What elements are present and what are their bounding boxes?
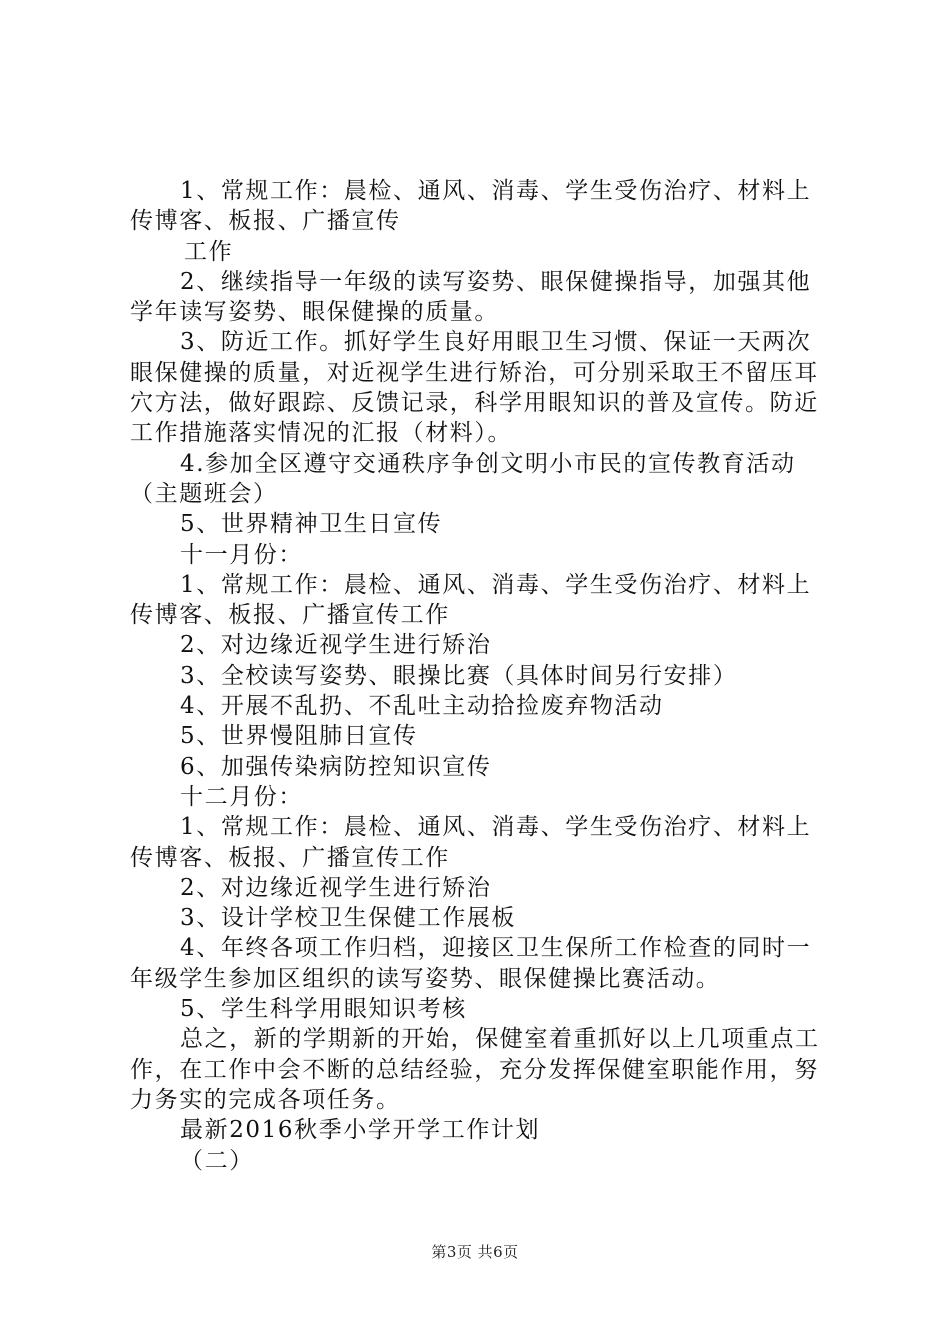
paragraph: 2、对边缘近视学生进行矫治 xyxy=(180,874,492,901)
paragraph: 4.参加全区遵守交通秩序争创文明小市民的宣传教育活动（主题班会） xyxy=(130,450,796,507)
page-footer xyxy=(0,1241,950,1262)
paragraph: 3、设计学校卫生保健工作展板 xyxy=(180,905,517,932)
page-indicator: 第3页 共6页 xyxy=(431,1243,519,1261)
paragraph: 1、常规工作：晨检、通风、消毒、学生受伤治疗、材料上传博客、板报、广播宣传工作 xyxy=(130,814,812,871)
paragraph: 工作 xyxy=(184,238,234,265)
paragraph: 5、世界精神卫生日宣传 xyxy=(180,511,443,538)
section-heading: 十一月份： xyxy=(180,541,303,568)
paragraph: 5、学生科学用眼知识考核 xyxy=(180,996,467,1023)
paragraph: 3、防近工作。抓好学生良好用眼卫生习惯、保证一天两次眼保健操的质量，对近视学生进行矫治，可分别采取王不留压耳穴方法，做好跟踪、反馈记录，科学用眼知识的普及宣传。防近工作措施落实情况的汇报（材料）。 xyxy=(130,329,819,447)
paragraph: 5、世界慢阻肺日宣传 xyxy=(180,723,418,750)
section-heading: 十二月份： xyxy=(180,783,303,810)
paragraph: 1、常规工作：晨检、通风、消毒、学生受伤治疗、材料上传博客、板报、广播宣传工作 xyxy=(130,571,812,629)
paragraph: 总之，新的学期新的开始，保健室着重抓好以上几项重点工作，在工作中会不断的总结经验，充分发挥保健室职能作用，努力务实的完成各项任务。 xyxy=(130,1026,820,1113)
paragraph: 3、全校读写姿势、眼操比赛（具体时间另行安排） xyxy=(180,662,738,689)
paragraph: 2、继续指导一年级的读写姿势、眼保健操指导，加强其他学年读写姿势、眼保健操的质量。 xyxy=(130,268,812,326)
section-number: （二） xyxy=(180,1147,254,1174)
paragraph: 2、对边缘近视学生进行矫治 xyxy=(180,632,492,659)
paragraph: 4、年终各项工作归档，迎接区卫生保所工作检查的同时一年级学生参加区组织的读写姿势、眼保健操比赛活动。 xyxy=(130,935,812,992)
paragraph: 6、加强传染病防控知识宣传 xyxy=(180,753,492,780)
paragraph: 1、常规工作：晨检、通风、消毒、学生受伤治疗、材料上传博客、板报、广播宣传 xyxy=(130,178,812,235)
paragraph: 4、开展不乱扔、不乱吐主动拾捡废弃物活动 xyxy=(180,693,664,720)
document-body xyxy=(130,176,830,1176)
document-subtitle: 最新2016秋季小学开学工作计划 xyxy=(180,1117,541,1144)
